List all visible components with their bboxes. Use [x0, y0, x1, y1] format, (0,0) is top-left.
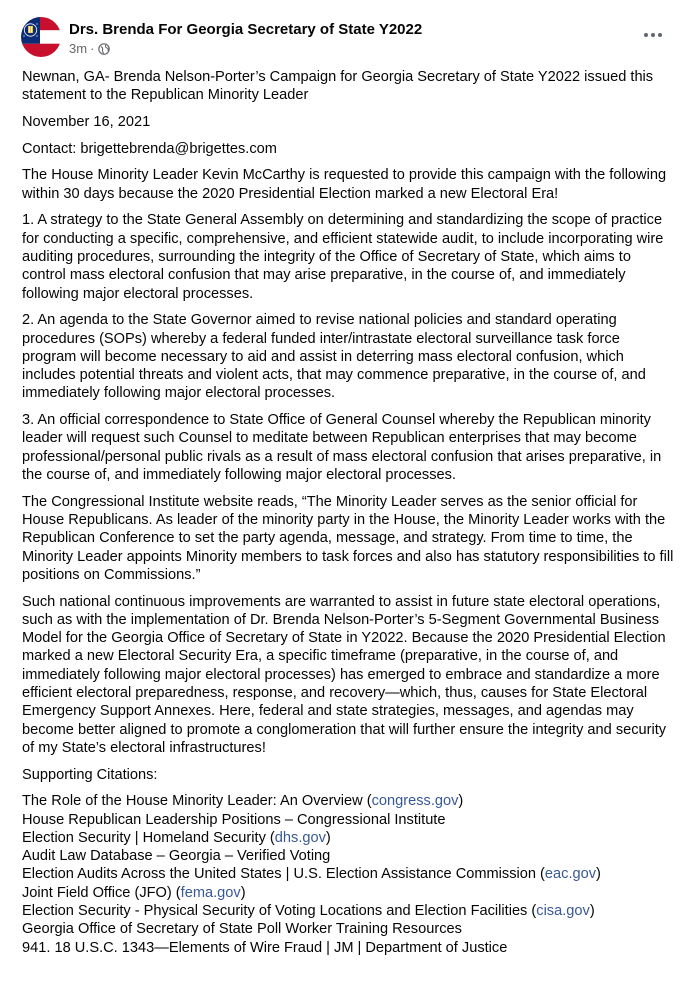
more-options-button[interactable]	[639, 25, 667, 45]
citation-text: Election Security - Physical Security of Voting Locations and Election Facilities (	[22, 903, 537, 920]
citation-close: )	[596, 866, 601, 883]
citation-close: )	[589, 903, 595, 920]
citations-heading: Supporting Citations:	[22, 766, 158, 783]
post-paragraph: 2. An agenda to the State Governor aimed to revise national policies and standard operating procedures (SOPs) whereby a federal funded inter/intrastate electoral surveillance task force program will become necessary to aid and assist in deterring mass electoral confusion, which includes potential threats and violent acts, that may commence preparative, in the course of, and immediately following major electoral processes.	[22, 312, 646, 402]
citation-item	[22, 865, 674, 883]
globe-icon[interactable]	[98, 43, 110, 55]
citation-item	[22, 884, 674, 902]
post-body	[22, 68, 674, 957]
citation-text: Joint Field Office (JFO) (	[22, 884, 181, 901]
citation-link[interactable]: congress.gov	[371, 793, 459, 810]
post-paragraph: The Congressional Institute website reads, “The Minority Leader serves as the senior official for House Republicans. As leader of the minority party in the House, the Minority Leader works with the Republican Conference to set the party agenda, message, and strategy. From time to time, the Minority Leader appoints Minority members to task forces and also has statutory responsibilities to fill positions on Commissions.”	[22, 493, 674, 583]
post-contact: Contact: brigettebrenda@brigettes.com	[22, 140, 277, 157]
post-header	[21, 17, 671, 61]
citation-text: House Republican Leadership Positions – Congressional Institute	[22, 811, 446, 828]
citation-link[interactable]: eac.gov	[544, 866, 597, 883]
citation-link[interactable]: fema.gov	[180, 884, 241, 901]
citation-text: Election Security | Homeland Security (	[22, 829, 275, 846]
citation-item	[22, 811, 674, 829]
citations-list	[22, 792, 674, 957]
citation-link[interactable]: dhs.gov	[274, 829, 326, 846]
citation-item	[22, 920, 674, 938]
post-meta	[69, 41, 110, 56]
more-options-dot	[658, 33, 662, 37]
page-name[interactable]: Drs. Brenda For Georgia Secretary of State Y2022	[69, 21, 423, 38]
more-options-icon	[644, 33, 648, 37]
citation-text: Georgia Office of Secretary of State Poll Worker Training Resources	[22, 921, 462, 938]
post-paragraph: 1. A strategy to the State General Assembly on determining and standardizing the scope of practice for conducting a specific, comprehensive, and efficient statewide audit, to include incorporating wire auditing procedures, surrounding the integrity of the Office of Secretary of State, which aims to control mass electoral confusion that may arise preparative, in the course of, and immediately following major electoral processes.	[22, 212, 664, 302]
citation-text: Audit Law Database – Georgia – Verified Voting	[22, 848, 331, 865]
meta-separator: ·	[90, 41, 95, 56]
citation-item	[22, 829, 674, 847]
citation-item	[22, 902, 674, 920]
post-paragraph: Such national continuous improvements are warranted to assist in future state electoral operations, such as with the implementation of Dr. Brenda Nelson-Porter’s 5-Segment Governmental Business Model for the Georgia Office of Secretary of State in Y2022. Because the 2020 Presidential Election marked a new Electoral Security Era, a specific timeframe (preparative, in the course of, and immediately following major electoral processes) has emerged to embrace and standardize a more efficient electoral preparedness, response, and recovery—which, thus, causes for State Electoral Emergency Support Annexes. Here, federal and state strategies, messages, and agendas may become better aligned to promote a conglomeration that will further ensure the integrity and security of my State’s electoral infrastructures!	[22, 593, 667, 756]
citation-link[interactable]: cisa.gov	[536, 903, 590, 920]
citation-item	[22, 792, 674, 810]
more-options-dot	[651, 33, 655, 37]
post-timestamp[interactable]: 3m	[69, 41, 88, 56]
citation-text: Election Audits Across the United States | U.S. Election Assistance Commission (	[22, 866, 545, 883]
citation-text: The Role of the House Minority Leader: An Overview (	[22, 793, 372, 810]
post-date: November 16, 2021	[22, 113, 151, 130]
georgia-flag-icon	[21, 17, 61, 57]
citation-close: )	[325, 829, 331, 846]
post-paragraph: 3. An official correspondence to State Office of General Counsel whereby the Republican minority leader will request such Counsel to meditate between Republican enterprises that may become professional/personal public rivals as a result of mass electoral confusion that arises preparative, in the course of, and immediately following major electoral processes.	[22, 412, 662, 483]
post-paragraph: The House Minority Leader Kevin McCarthy is requested to provide this campaign with the following within 30 days because the 2020 Presidential Election marked a new Electoral Era!	[22, 167, 667, 202]
post-paragraph: Newnan, GA- Brenda Nelson-Porter’s Campaign for Georgia Secretary of State Y2022 issued this statement to the Republican Minority Leader	[22, 69, 654, 104]
citation-close: )	[458, 793, 464, 810]
citation-text: 941. 18 U.S.C. 1343—Elements of Wire Fraud | JM | Department of Justice	[22, 939, 508, 956]
page-avatar[interactable]	[21, 17, 61, 57]
citation-close: )	[240, 884, 246, 901]
citation-item	[22, 939, 674, 957]
citation-item	[22, 847, 674, 865]
